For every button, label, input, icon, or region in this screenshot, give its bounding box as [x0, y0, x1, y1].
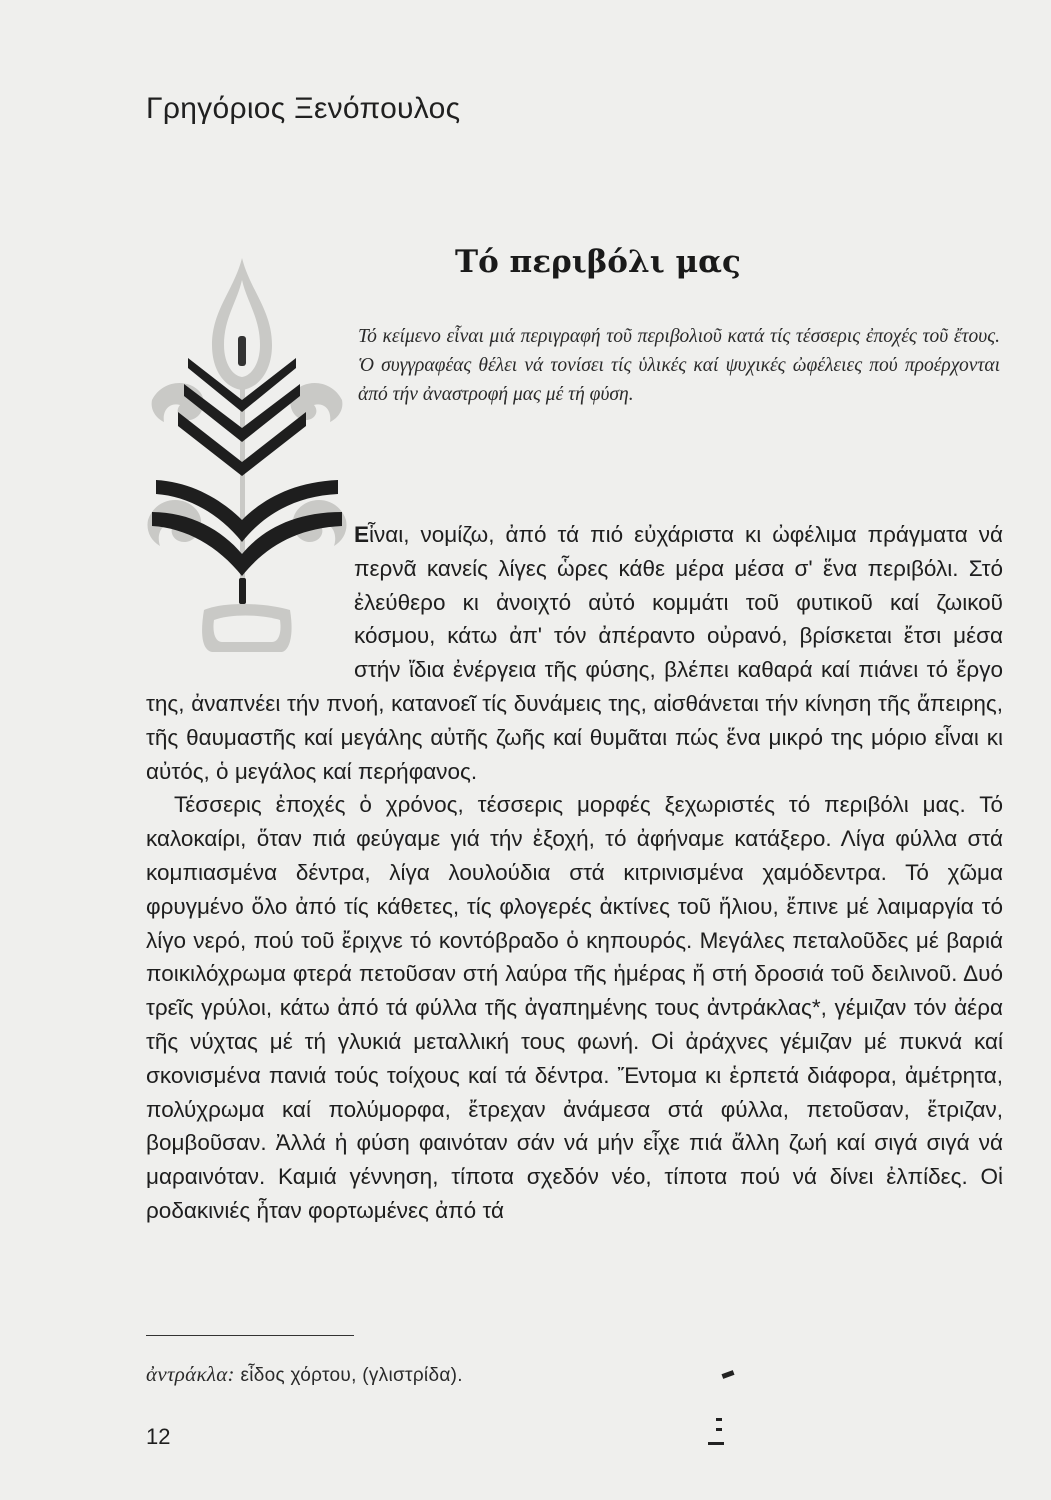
page-number: 12 — [146, 1424, 171, 1449]
footnote-term: ἀντράκλα: — [146, 1362, 235, 1386]
page-title: Τό περιβόλι μας — [455, 244, 741, 280]
footnote — [146, 1362, 463, 1387]
paragraph-2: Τέσσερις ἐποχές ὁ χρόνος, τέσσερις μορφές ξεχωριστές τό περιβόλι μας. Τό καλοκαίρι, ὅταν πιά φεύγαμε γιά τήν ἐξοχή, τό ἀφήναμε κατάξερο. Λίγα φύλλα στά κομπιασμένα δέντρα, λίγα λουλούδια στά κιτρινισμένα χαμόδεντρα. Τό χῶμα φρυγμένο ὅλο ἀπό τίς κάθετες, τίς φλογερές ἀκτίνες τοῦ ἥλιου, ἔπινε μέ λαιμαργία τό λίγο νερό, πού τοῦ ἔριχνε τό κοντόβραδο ὁ κηπουρός. Μεγάλες πεταλοῦδες μέ βαριά ποικιλόχρωμα φτερά πετοῦσαν στή λαύρα τῆς ἡμέρας ἤ στή δροσιά τοῦ δειλινοῦ. Δυό τρεῖς γρύλοι, κάτω ἀπό τά φύλλα τῆς ἀγαπημένης τους ἀντράκλας*, γέμιζαν τόν ἀέρα τῆς νύχτας μέ τή γλυκιά μεταλλική τους φωνή. Οἱ ἀράχνες γέμιζαν μέ πυκνά καί σκονισμένα πανιά τούς τοίχους καί τά δέντρα. Ἔντομα κι ἑρπετά διάφορα, ἀμέτρητα, πολύχρωμα καί πολύμορφα, ἔτρεχαν ἀνάμεσα στά φύλλα, πετοῦσαν, ἔτριζαν, βομβοῦσαν. Ἀλλά ἡ φύση φαινόταν σάν νά μήν εἶχε πιά ἄλλη ζωή καί σιγά σιγά νά μαραινόταν. Καμιά γέννηση, τίποτα σχεδόν νέο, τίποτα πού νά δίνει ἐλπίδες. Οἱ ροδακινιές ἦταν φορτωμένες ἀπό τά — [146, 792, 1003, 1223]
scan-speck — [716, 1418, 722, 1421]
scan-speck — [716, 1428, 722, 1431]
article-body — [146, 518, 1003, 1228]
author-name: Γρηγόριος Ξενόπουλος — [146, 92, 461, 125]
footnote-divider — [146, 1335, 354, 1336]
footnote-definition: εἶδος χόρτου, (γλιστρίδα). — [240, 1365, 463, 1386]
intro-summary: Τό κείμενο εἶναι μιά περιγραφή τοῦ περιβολιοῦ κατά τίς τέσσερις ἐποχές τοῦ ἔτους. Ὁ συγγραφέας θέλει νά τονίσει τίς ὑλικές καί ψυχικές ὠφέλειες πού προέρχονται ἀπό τήν ἀναστροφή μας μέ τή φύση. — [358, 326, 1000, 405]
drop-cap: Ε — [354, 522, 370, 547]
ornament-wrap-space — [146, 518, 354, 686]
paragraph-1-text: ἶναι, νομίζω, ἀπό τά πιό εὐχάριστα κι ὠφέλιμα πράγματα νά περνᾶ κανείς λίγες ὧρες κάθε μέρα μέσα σ' ἕνα περιβόλι. Στό ἐλεύθερο κι ἀνοιχτό αὐτό κομμάτι τοῦ φυτικοῦ καί ζωικοῦ κόσμου, κάτω ἀπ' τόν ἀπέραντο οὐρανό, βρίσκεται ἔτσι μέσα στήν ἴδια ἐνέργεια τῆς φύσης, βλέπει καθαρά καί πιάνει τό ἔργο της, ἀναπνέει τήν πνοή, κατανοεῖ τίς δυνάμεις της, αἰσθάνεται τήν κίνηση τῆς ἄπειρης, τῆς θαυμαστῆς καί μεγάλης αὐτῆς ζωῆς καί θυμᾶται πώς ἕνα μικρό της μόριο εἶναι κι αὐτός, ὁ μεγάλος καί περήφανος. — [146, 522, 1003, 784]
scan-speck — [708, 1442, 724, 1445]
scan-speck — [722, 1370, 735, 1379]
